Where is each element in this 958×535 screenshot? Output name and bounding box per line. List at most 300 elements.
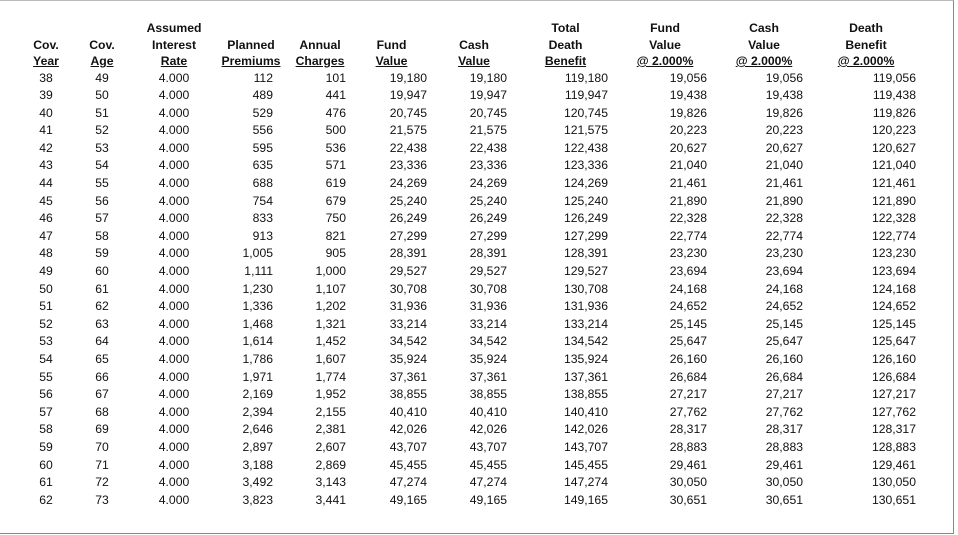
cell-cash-value-2pct: 28,883 bbox=[765, 439, 803, 454]
cell-planned-premiums: 635 bbox=[252, 158, 273, 173]
header-total-death-benefit bbox=[515, 20, 616, 70]
cell-cov-age: 53 bbox=[95, 140, 109, 155]
header-spacer bbox=[24, 20, 68, 37]
cell-cov-age: 70 bbox=[95, 439, 109, 454]
cell-fund-value-2pct: 19,826 bbox=[669, 105, 707, 120]
cell-cov-age: 54 bbox=[95, 158, 109, 173]
cell-cov-year: 51 bbox=[39, 299, 53, 314]
cell-cov-year: 50 bbox=[39, 281, 53, 296]
table-row bbox=[24, 193, 918, 211]
cell-assumed-interest-rate: 4.000 bbox=[158, 475, 190, 490]
cell-cash-value-2pct: 21,461 bbox=[765, 176, 803, 191]
cell-fund-value: 43,707 bbox=[389, 439, 427, 454]
cell-fund-value-2pct: 23,694 bbox=[669, 264, 707, 279]
table-row bbox=[24, 281, 918, 299]
cell-cash-value: 22,438 bbox=[469, 140, 507, 155]
cell-cov-age: 50 bbox=[95, 88, 109, 103]
cell-fund-value: 19,180 bbox=[389, 70, 427, 85]
cell-cov-age: 62 bbox=[95, 299, 109, 314]
table-header bbox=[24, 20, 918, 70]
table-row bbox=[24, 175, 918, 193]
cell-assumed-interest-rate: 4.000 bbox=[158, 316, 190, 331]
cell-death-benefit-2pct: 127,217 bbox=[871, 387, 916, 402]
cell-assumed-interest-rate: 4.000 bbox=[158, 404, 190, 419]
cell-cash-value-2pct: 30,050 bbox=[765, 475, 803, 490]
table-row bbox=[24, 210, 918, 228]
header-line: Charges bbox=[295, 54, 345, 68]
cell-cov-age: 67 bbox=[95, 387, 109, 402]
cell-annual-charges: 821 bbox=[325, 228, 346, 243]
cell-fund-value-2pct: 22,774 bbox=[669, 228, 707, 243]
cell-total-death-benefit: 143,707 bbox=[563, 439, 608, 454]
cell-annual-charges: 619 bbox=[325, 176, 346, 191]
cell-assumed-interest-rate: 4.000 bbox=[158, 264, 190, 279]
cell-annual-charges: 2,607 bbox=[315, 439, 346, 454]
cell-planned-premiums: 3,188 bbox=[242, 457, 273, 472]
cell-total-death-benefit: 131,936 bbox=[563, 299, 608, 314]
cell-cov-age: 68 bbox=[95, 404, 109, 419]
header-line: Death bbox=[548, 37, 583, 52]
cell-annual-charges: 750 bbox=[325, 211, 346, 226]
table-row bbox=[24, 333, 918, 351]
cell-planned-premiums: 2,897 bbox=[242, 439, 273, 454]
cell-fund-value-2pct: 30,651 bbox=[669, 492, 707, 507]
cell-fund-value: 29,527 bbox=[389, 264, 427, 279]
header-line: Benefit bbox=[845, 37, 887, 52]
table-row bbox=[24, 140, 918, 158]
cell-annual-charges: 1,607 bbox=[315, 352, 346, 366]
table-body bbox=[24, 70, 918, 510]
cell-death-benefit-2pct: 121,890 bbox=[871, 193, 916, 208]
cell-fund-value-2pct: 22,328 bbox=[669, 211, 707, 226]
header-planned-premiums bbox=[212, 20, 290, 70]
cell-cash-value: 42,026 bbox=[469, 422, 507, 437]
cell-fund-value-2pct: 19,056 bbox=[669, 70, 707, 85]
cell-death-benefit-2pct: 125,145 bbox=[871, 316, 916, 331]
cell-planned-premiums: 1,971 bbox=[242, 369, 273, 384]
header-spacer bbox=[433, 20, 515, 37]
cell-death-benefit-2pct: 130,651 bbox=[871, 492, 916, 507]
cell-fund-value-2pct: 24,652 bbox=[669, 299, 707, 314]
cell-total-death-benefit: 120,745 bbox=[563, 105, 608, 120]
cell-total-death-benefit: 124,269 bbox=[563, 176, 608, 191]
cell-planned-premiums: 1,005 bbox=[242, 246, 273, 261]
cell-cash-value-2pct: 27,762 bbox=[765, 404, 803, 419]
cell-annual-charges: 476 bbox=[325, 105, 346, 120]
cell-assumed-interest-rate: 4.000 bbox=[158, 158, 190, 173]
cell-total-death-benefit: 121,575 bbox=[563, 123, 608, 138]
cell-cov-year: 43 bbox=[39, 158, 53, 173]
cell-cash-value-2pct: 19,438 bbox=[765, 88, 803, 103]
header-line: @ 2.000% bbox=[735, 54, 793, 68]
header-line: Fund bbox=[650, 21, 680, 35]
cell-cash-value: 35,924 bbox=[469, 352, 507, 366]
header-line: Cov. bbox=[89, 37, 115, 52]
cell-death-benefit-2pct: 119,826 bbox=[872, 105, 916, 120]
header-line: @ 2.000% bbox=[837, 54, 895, 68]
cell-planned-premiums: 913 bbox=[252, 228, 273, 243]
cell-cash-value: 25,240 bbox=[469, 193, 507, 208]
cell-total-death-benefit: 133,214 bbox=[563, 316, 608, 331]
cell-fund-value: 49,165 bbox=[389, 492, 427, 507]
cell-death-benefit-2pct: 122,328 bbox=[871, 211, 916, 226]
cell-total-death-benefit: 140,410 bbox=[563, 404, 608, 419]
cell-cash-value: 21,575 bbox=[469, 123, 507, 138]
cell-fund-value-2pct: 24,168 bbox=[669, 281, 707, 296]
cell-cash-value: 47,274 bbox=[469, 475, 507, 490]
cell-cov-year: 45 bbox=[39, 193, 53, 208]
cell-cov-age: 61 bbox=[95, 281, 109, 296]
header-fund-value-2pct bbox=[616, 20, 714, 70]
cell-cov-year: 42 bbox=[39, 140, 53, 155]
cell-death-benefit-2pct: 130,050 bbox=[871, 475, 916, 490]
cell-fund-value-2pct: 26,684 bbox=[669, 369, 707, 384]
cell-death-benefit-2pct: 128,883 bbox=[871, 439, 916, 454]
cell-cov-age: 69 bbox=[95, 422, 109, 437]
cell-planned-premiums: 556 bbox=[252, 123, 273, 138]
table-row bbox=[24, 492, 918, 510]
cell-cov-year: 41 bbox=[39, 123, 53, 138]
cell-planned-premiums: 754 bbox=[252, 193, 273, 208]
cell-cash-value: 33,214 bbox=[469, 316, 507, 331]
cell-planned-premiums: 112 bbox=[253, 70, 273, 85]
table-row bbox=[24, 87, 918, 105]
cell-cov-year: 55 bbox=[39, 369, 53, 384]
cell-cash-value: 40,410 bbox=[469, 404, 507, 419]
cell-annual-charges: 500 bbox=[325, 123, 346, 138]
cell-assumed-interest-rate: 4.000 bbox=[158, 387, 190, 402]
cell-fund-value: 31,936 bbox=[389, 299, 427, 314]
header-line: Assumed bbox=[146, 21, 202, 35]
illustration-table bbox=[24, 20, 918, 509]
cell-total-death-benefit: 127,299 bbox=[563, 228, 608, 243]
cell-fund-value-2pct: 30,050 bbox=[669, 475, 707, 490]
cell-cash-value-2pct: 25,145 bbox=[765, 316, 803, 331]
cell-cov-year: 39 bbox=[39, 88, 53, 103]
header-line: Death bbox=[849, 21, 883, 35]
cell-planned-premiums: 529 bbox=[252, 105, 273, 120]
cell-cash-value-2pct: 21,890 bbox=[765, 193, 803, 208]
table-row bbox=[24, 351, 918, 369]
cell-fund-value: 27,299 bbox=[389, 228, 427, 243]
cell-death-benefit-2pct: 126,684 bbox=[871, 369, 916, 384]
header-assumed-interest-rate bbox=[136, 20, 212, 70]
cell-cash-value: 26,249 bbox=[469, 211, 507, 226]
cell-annual-charges: 2,381 bbox=[315, 422, 346, 437]
cell-cov-age: 71 bbox=[95, 457, 109, 472]
cell-planned-premiums: 688 bbox=[252, 176, 273, 191]
cell-cash-value-2pct: 22,328 bbox=[765, 211, 803, 226]
cell-annual-charges: 1,202 bbox=[315, 299, 346, 314]
cell-cov-year: 44 bbox=[39, 176, 53, 191]
cell-fund-value: 34,542 bbox=[389, 334, 427, 349]
header-line: Cash bbox=[749, 21, 779, 35]
cell-cov-year: 60 bbox=[39, 457, 53, 472]
cell-fund-value-2pct: 26,160 bbox=[669, 352, 707, 366]
cell-fund-value-2pct: 28,883 bbox=[669, 439, 707, 454]
cell-annual-charges: 571 bbox=[325, 158, 346, 173]
cell-total-death-benefit: 119,180 bbox=[564, 70, 608, 85]
cell-fund-value: 24,269 bbox=[389, 176, 427, 191]
cell-total-death-benefit: 138,855 bbox=[563, 387, 608, 402]
cell-cov-year: 56 bbox=[39, 387, 53, 402]
header-line: Value bbox=[649, 37, 681, 52]
cell-annual-charges: 101 bbox=[325, 70, 346, 85]
cell-cov-year: 49 bbox=[39, 264, 53, 279]
cell-fund-value: 22,438 bbox=[389, 140, 427, 155]
cell-cash-value: 23,336 bbox=[469, 158, 507, 173]
cell-fund-value-2pct: 27,762 bbox=[669, 404, 707, 419]
cell-cov-year: 54 bbox=[39, 352, 53, 366]
cell-cash-value: 43,707 bbox=[469, 439, 507, 454]
cell-death-benefit-2pct: 120,627 bbox=[871, 140, 916, 155]
cell-total-death-benefit: 130,708 bbox=[563, 281, 608, 296]
cell-cash-value-2pct: 20,223 bbox=[765, 123, 803, 138]
table-row bbox=[24, 157, 918, 175]
header-line: Year bbox=[33, 54, 59, 68]
cell-cash-value: 29,527 bbox=[469, 264, 507, 279]
cell-assumed-interest-rate: 4.000 bbox=[158, 140, 190, 155]
cell-cov-age: 72 bbox=[95, 475, 109, 490]
cell-cov-age: 57 bbox=[95, 211, 109, 226]
cell-annual-charges: 1,321 bbox=[315, 316, 346, 331]
cell-planned-premiums: 3,823 bbox=[242, 492, 273, 507]
cell-cov-age: 55 bbox=[95, 176, 109, 191]
header-cash-value bbox=[433, 20, 515, 70]
cell-total-death-benefit: 149,165 bbox=[563, 492, 608, 507]
cell-fund-value: 25,240 bbox=[389, 193, 427, 208]
header-spacer bbox=[212, 20, 290, 37]
cell-cov-year: 53 bbox=[39, 334, 53, 349]
cell-total-death-benefit: 134,542 bbox=[563, 334, 608, 349]
cell-cov-year: 46 bbox=[39, 211, 53, 226]
cell-cash-value-2pct: 29,461 bbox=[765, 457, 803, 472]
cell-assumed-interest-rate: 4.000 bbox=[158, 422, 190, 437]
cell-death-benefit-2pct: 129,461 bbox=[871, 457, 916, 472]
cell-cov-age: 63 bbox=[95, 316, 109, 331]
cell-total-death-benefit: 145,455 bbox=[563, 457, 608, 472]
cell-fund-value: 47,274 bbox=[389, 475, 427, 490]
header-cov-age bbox=[68, 20, 136, 70]
header-line: Cov. bbox=[33, 37, 59, 52]
table-row bbox=[24, 228, 918, 246]
cell-death-benefit-2pct: 126,160 bbox=[871, 352, 916, 366]
cell-annual-charges: 1,452 bbox=[315, 334, 346, 349]
cell-cov-year: 40 bbox=[39, 105, 53, 120]
table-row bbox=[24, 263, 918, 281]
cell-annual-charges: 536 bbox=[325, 140, 346, 155]
cell-cov-year: 47 bbox=[39, 228, 53, 243]
cell-planned-premiums: 1,468 bbox=[242, 316, 273, 331]
cell-assumed-interest-rate: 4.000 bbox=[158, 352, 190, 366]
cell-cash-value: 49,165 bbox=[469, 492, 507, 507]
header-line: Planned bbox=[227, 37, 275, 52]
cell-total-death-benefit: 128,391 bbox=[563, 246, 608, 261]
cell-planned-premiums: 1,111 bbox=[244, 264, 273, 279]
header-cash-value-2pct bbox=[714, 20, 814, 70]
header-spacer bbox=[68, 20, 136, 37]
cell-cov-year: 62 bbox=[39, 492, 53, 507]
cell-cov-age: 58 bbox=[95, 228, 109, 243]
cell-death-benefit-2pct: 119,438 bbox=[872, 88, 916, 103]
cell-planned-premiums: 1,336 bbox=[242, 299, 273, 314]
cell-annual-charges: 1,952 bbox=[315, 387, 346, 402]
header-line: @ 2.000% bbox=[636, 54, 694, 68]
cell-total-death-benefit: 119,947 bbox=[564, 88, 608, 103]
cell-cov-age: 59 bbox=[95, 246, 109, 261]
cell-cash-value: 45,455 bbox=[469, 457, 507, 472]
table-row bbox=[24, 421, 918, 439]
cell-cash-value: 20,745 bbox=[469, 105, 507, 120]
cell-cash-value-2pct: 24,652 bbox=[765, 299, 803, 314]
cell-death-benefit-2pct: 124,168 bbox=[871, 281, 916, 296]
cell-death-benefit-2pct: 127,762 bbox=[871, 404, 916, 419]
cell-fund-value-2pct: 21,461 bbox=[669, 176, 707, 191]
cell-planned-premiums: 1,230 bbox=[242, 281, 273, 296]
cell-assumed-interest-rate: 4.000 bbox=[158, 439, 190, 454]
cell-death-benefit-2pct: 122,774 bbox=[871, 228, 916, 243]
cell-cash-value-2pct: 21,040 bbox=[765, 158, 803, 173]
cell-fund-value: 38,855 bbox=[389, 387, 427, 402]
cell-fund-value: 28,391 bbox=[389, 246, 427, 261]
cell-fund-value: 40,410 bbox=[389, 404, 427, 419]
cell-cash-value-2pct: 26,160 bbox=[765, 352, 803, 366]
cell-planned-premiums: 595 bbox=[252, 140, 273, 155]
header-line: Value bbox=[375, 54, 408, 68]
cell-planned-premiums: 3,492 bbox=[242, 475, 273, 490]
header-line: Interest bbox=[151, 37, 197, 52]
cell-fund-value-2pct: 21,890 bbox=[669, 193, 707, 208]
cell-assumed-interest-rate: 4.000 bbox=[158, 70, 190, 85]
header-fund-value bbox=[350, 20, 433, 70]
cell-fund-value-2pct: 28,317 bbox=[669, 422, 707, 437]
header-line: Value bbox=[748, 37, 780, 52]
cell-annual-charges: 1,774 bbox=[315, 369, 346, 384]
cell-cash-value: 31,936 bbox=[469, 299, 507, 314]
cell-cov-age: 64 bbox=[95, 334, 109, 349]
cell-fund-value: 45,455 bbox=[389, 457, 427, 472]
cell-cash-value-2pct: 24,168 bbox=[765, 281, 803, 296]
cell-cov-year: 61 bbox=[39, 475, 53, 490]
cell-death-benefit-2pct: 123,694 bbox=[871, 264, 916, 279]
cell-planned-premiums: 1,786 bbox=[242, 352, 273, 366]
cell-fund-value: 30,708 bbox=[389, 281, 427, 296]
table-row bbox=[24, 386, 918, 404]
cell-fund-value: 26,249 bbox=[389, 211, 427, 226]
cell-total-death-benefit: 122,438 bbox=[563, 140, 608, 155]
cell-total-death-benefit: 147,274 bbox=[563, 475, 608, 490]
header-line: Value bbox=[458, 54, 490, 68]
cell-cash-value-2pct: 22,774 bbox=[765, 228, 803, 243]
cell-cov-year: 38 bbox=[39, 70, 53, 85]
cell-cash-value: 38,855 bbox=[469, 387, 507, 402]
table-row bbox=[24, 316, 918, 334]
cell-annual-charges: 3,143 bbox=[315, 475, 346, 490]
header-line: Premiums bbox=[221, 54, 281, 68]
header-cov-year bbox=[24, 20, 68, 70]
cell-planned-premiums: 489 bbox=[252, 88, 273, 103]
cell-fund-value: 20,745 bbox=[389, 105, 427, 120]
cell-cash-value: 19,947 bbox=[469, 88, 507, 103]
table-row bbox=[24, 105, 918, 123]
cell-total-death-benefit: 129,527 bbox=[563, 264, 608, 279]
cell-death-benefit-2pct: 121,461 bbox=[871, 176, 916, 191]
table-row bbox=[24, 298, 918, 316]
cell-annual-charges: 679 bbox=[325, 193, 346, 208]
cell-planned-premiums: 2,646 bbox=[242, 422, 273, 437]
cell-death-benefit-2pct: 121,040 bbox=[871, 158, 916, 173]
cell-cov-age: 49 bbox=[95, 70, 109, 85]
cell-cash-value: 24,269 bbox=[469, 176, 507, 191]
cell-death-benefit-2pct: 123,230 bbox=[871, 246, 916, 261]
cell-planned-premiums: 2,394 bbox=[242, 404, 273, 419]
cell-planned-premiums: 1,614 bbox=[242, 334, 273, 349]
cell-cash-value-2pct: 26,684 bbox=[765, 369, 803, 384]
cell-annual-charges: 441 bbox=[325, 88, 346, 103]
table-row bbox=[24, 122, 918, 140]
cell-cash-value-2pct: 19,056 bbox=[765, 70, 803, 85]
cell-fund-value-2pct: 20,627 bbox=[669, 140, 707, 155]
cell-fund-value: 35,924 bbox=[389, 352, 427, 366]
cell-assumed-interest-rate: 4.000 bbox=[158, 211, 190, 226]
cell-cash-value-2pct: 27,217 bbox=[765, 387, 803, 402]
cell-assumed-interest-rate: 4.000 bbox=[158, 334, 190, 349]
cell-cash-value: 27,299 bbox=[469, 228, 507, 243]
table-row bbox=[24, 474, 918, 492]
header-annual-charges bbox=[290, 20, 350, 70]
cell-total-death-benefit: 125,240 bbox=[563, 193, 608, 208]
cell-assumed-interest-rate: 4.000 bbox=[158, 123, 190, 138]
cell-total-death-benefit: 126,249 bbox=[563, 211, 608, 226]
cell-annual-charges: 1,000 bbox=[315, 264, 346, 279]
cell-cash-value-2pct: 28,317 bbox=[765, 422, 803, 437]
cell-cov-age: 51 bbox=[95, 105, 109, 120]
header-line: Fund bbox=[376, 37, 407, 52]
cell-cash-value: 19,180 bbox=[469, 70, 507, 85]
cell-fund-value-2pct: 29,461 bbox=[669, 457, 707, 472]
header-line: Rate bbox=[160, 54, 188, 68]
cell-assumed-interest-rate: 4.000 bbox=[158, 88, 190, 103]
cell-fund-value-2pct: 25,647 bbox=[669, 334, 707, 349]
cell-assumed-interest-rate: 4.000 bbox=[158, 105, 190, 120]
cell-assumed-interest-rate: 4.000 bbox=[158, 246, 190, 261]
cell-assumed-interest-rate: 4.000 bbox=[158, 492, 190, 507]
cell-cov-age: 73 bbox=[95, 492, 109, 507]
cell-assumed-interest-rate: 4.000 bbox=[158, 193, 190, 208]
cell-assumed-interest-rate: 4.000 bbox=[158, 299, 190, 314]
cell-fund-value-2pct: 23,230 bbox=[669, 246, 707, 261]
cell-cov-age: 65 bbox=[95, 352, 109, 366]
cell-assumed-interest-rate: 4.000 bbox=[158, 457, 190, 472]
cell-death-benefit-2pct: 120,223 bbox=[871, 123, 916, 138]
table-row bbox=[24, 245, 918, 263]
cell-fund-value-2pct: 19,438 bbox=[669, 88, 707, 103]
cell-fund-value-2pct: 27,217 bbox=[669, 387, 707, 402]
cell-cov-year: 58 bbox=[39, 422, 53, 437]
cell-cov-age: 56 bbox=[95, 193, 109, 208]
cell-cash-value-2pct: 20,627 bbox=[765, 140, 803, 155]
cell-annual-charges: 1,107 bbox=[315, 281, 346, 296]
cell-fund-value: 23,336 bbox=[389, 158, 427, 173]
cell-fund-value-2pct: 20,223 bbox=[669, 123, 707, 138]
cell-cov-year: 48 bbox=[39, 246, 53, 261]
cell-fund-value: 19,947 bbox=[389, 88, 427, 103]
table-row bbox=[24, 369, 918, 387]
cell-assumed-interest-rate: 4.000 bbox=[158, 369, 190, 384]
cell-cash-value-2pct: 30,651 bbox=[765, 492, 803, 507]
cell-cov-age: 60 bbox=[95, 264, 109, 279]
cell-cov-age: 52 bbox=[95, 123, 109, 138]
